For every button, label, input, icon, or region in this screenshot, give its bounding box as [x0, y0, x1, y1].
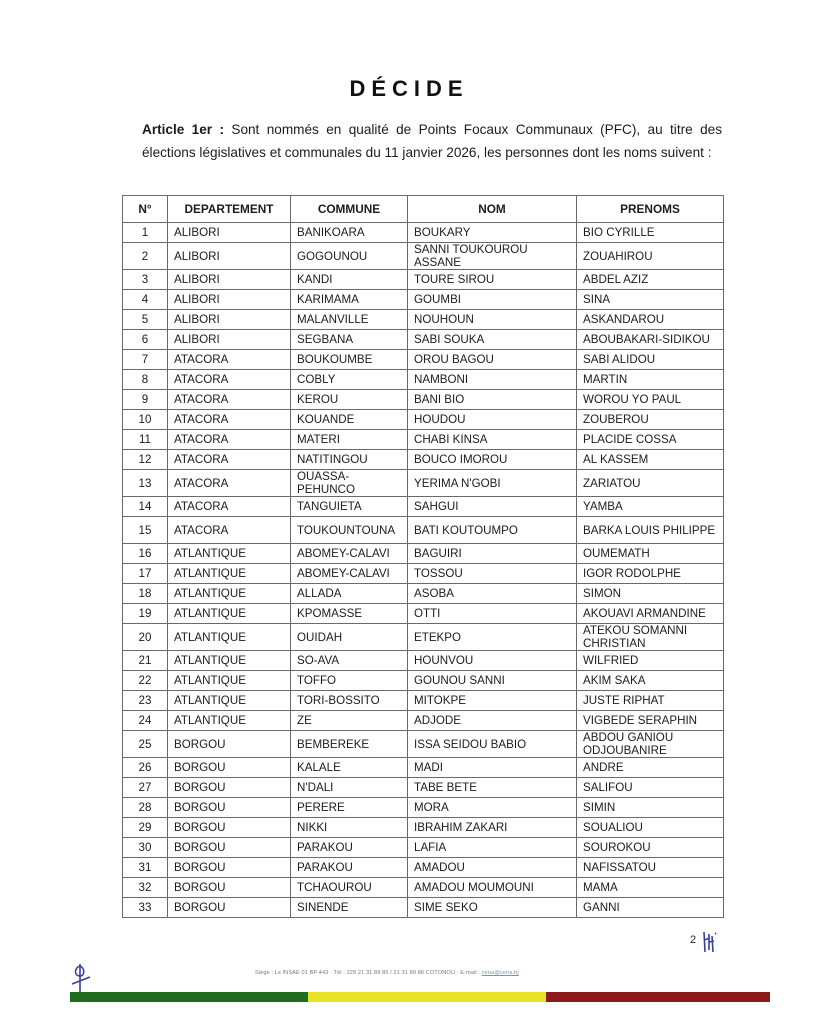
table-row — [123, 310, 724, 330]
table-row — [123, 270, 724, 290]
departement-cell: ALIBORI — [168, 290, 291, 310]
prenoms-cell: SABI ALIDOU — [577, 350, 724, 370]
article-paragraph — [142, 118, 722, 164]
nom-cell: BOUCO IMOROU — [408, 450, 577, 470]
commune-cell: PARAKOU — [291, 858, 408, 878]
commune-cell: SINENDE — [291, 898, 408, 918]
commune-cell: NATITINGOU — [291, 450, 408, 470]
nom-cell: TOSSOU — [408, 564, 577, 584]
nom-cell: AMADOU MOUMOUNI — [408, 878, 577, 898]
footer-address — [255, 970, 595, 976]
table-row — [123, 450, 724, 470]
commune-cell: TOFFO — [291, 671, 408, 691]
nom-cell: GOUNOU SANNI — [408, 671, 577, 691]
table-row — [123, 290, 724, 310]
departement-cell: ATLANTIQUE — [168, 564, 291, 584]
table-header-row — [123, 196, 724, 223]
row-number: 7 — [123, 350, 168, 370]
prenoms-cell: ZOUAHIROU — [577, 243, 724, 270]
departement-cell: ATLANTIQUE — [168, 691, 291, 711]
article-text: Sont nommés en qualité de Points Focaux Communaux (PFC), au titre des élections législatives et communales du 11 janvier 2026, les personnes dont les noms suivent : — [142, 122, 722, 160]
table-row — [123, 370, 724, 390]
departement-cell: ALIBORI — [168, 223, 291, 243]
departement-cell: BORGOU — [168, 798, 291, 818]
commune-cell: N'DALI — [291, 778, 408, 798]
row-number: 9 — [123, 390, 168, 410]
row-number: 16 — [123, 544, 168, 564]
row-number: 3 — [123, 270, 168, 290]
commune-cell: PERERE — [291, 798, 408, 818]
flag-yellow-stripe — [308, 992, 546, 1002]
table-row — [123, 671, 724, 691]
row-number: 13 — [123, 470, 168, 497]
table-row — [123, 651, 724, 671]
prenoms-cell: VIGBEDE SERAPHIN — [577, 711, 724, 731]
row-number: 4 — [123, 290, 168, 310]
nom-cell: BANI BIO — [408, 390, 577, 410]
commune-cell: OUIDAH — [291, 624, 408, 651]
row-number: 31 — [123, 858, 168, 878]
table-row — [123, 584, 724, 604]
prenoms-cell: AKIM SAKA — [577, 671, 724, 691]
commune-cell: PARAKOU — [291, 838, 408, 858]
nom-cell: HOUNVOU — [408, 651, 577, 671]
nom-cell: ASOBA — [408, 584, 577, 604]
article-label: Article 1er : — [142, 122, 224, 137]
departement-cell: ATACORA — [168, 370, 291, 390]
commune-cell: TCHAOUROU — [291, 878, 408, 898]
row-number: 14 — [123, 497, 168, 517]
departement-cell: BORGOU — [168, 818, 291, 838]
table-row — [123, 564, 724, 584]
nom-cell: TABE BETE — [408, 778, 577, 798]
prenoms-cell: MAMA — [577, 878, 724, 898]
flag-red-stripe — [546, 992, 770, 1002]
commune-cell: SO-AVA — [291, 651, 408, 671]
departement-cell: ATLANTIQUE — [168, 624, 291, 651]
table-row — [123, 390, 724, 410]
prenoms-cell: BIO CYRILLE — [577, 223, 724, 243]
departement-cell: ATACORA — [168, 497, 291, 517]
document-title: DÉCIDE — [349, 76, 469, 101]
row-number: 12 — [123, 450, 168, 470]
row-number: 24 — [123, 711, 168, 731]
commune-cell: TORI-BOSSITO — [291, 691, 408, 711]
commune-cell: ZE — [291, 711, 408, 731]
commune-cell: MATERI — [291, 430, 408, 450]
table-row — [123, 243, 724, 270]
row-number: 21 — [123, 651, 168, 671]
row-number: 33 — [123, 898, 168, 918]
prenoms-cell: ZOUBEROU — [577, 410, 724, 430]
table-row — [123, 731, 724, 758]
commune-cell: TOUKOUNTOUNA — [291, 517, 408, 544]
prenoms-cell: IGOR RODOLPHE — [577, 564, 724, 584]
table-row — [123, 858, 724, 878]
table-row — [123, 711, 724, 731]
departement-cell: ATLANTIQUE — [168, 604, 291, 624]
row-number: 26 — [123, 758, 168, 778]
departement-cell: ATACORA — [168, 517, 291, 544]
nom-cell: OTTI — [408, 604, 577, 624]
column-header: COMMUNE — [291, 196, 408, 223]
prenoms-cell: GANNI — [577, 898, 724, 918]
nom-cell: MITOKPE — [408, 691, 577, 711]
prenoms-cell: ABOUBAKARI-SIDIKOU — [577, 330, 724, 350]
prenoms-cell: SIMIN — [577, 798, 724, 818]
column-header: DEPARTEMENT — [168, 196, 291, 223]
table-row — [123, 410, 724, 430]
page-number: 2 — [690, 934, 697, 946]
nom-cell: LAFIA — [408, 838, 577, 858]
table-row — [123, 604, 724, 624]
commune-cell: KANDI — [291, 270, 408, 290]
row-number: 19 — [123, 604, 168, 624]
row-number: 10 — [123, 410, 168, 430]
commune-cell: ABOMEY-CALAVI — [291, 564, 408, 584]
nom-cell: TOURE SIROU — [408, 270, 577, 290]
row-number: 17 — [123, 564, 168, 584]
row-number: 11 — [123, 430, 168, 450]
column-header: PRENOMS — [577, 196, 724, 223]
table-row — [123, 818, 724, 838]
prenoms-cell: ZARIATOU — [577, 470, 724, 497]
nom-cell: YERIMA N'GOBI — [408, 470, 577, 497]
table-row — [123, 758, 724, 778]
prenoms-cell: ABDOU GANIOU ODJOUBANIRE — [577, 731, 724, 758]
prenoms-cell: ASKANDAROU — [577, 310, 724, 330]
footer-address-text: Siège : Lx INSAE 01 BP 443 · Tél : 229 21 31 89 85 / 21 31 89 86 COTONOU · E-mail : — [255, 970, 482, 976]
departement-cell: ATLANTIQUE — [168, 711, 291, 731]
table-body — [123, 223, 724, 918]
column-header: N° — [123, 196, 168, 223]
nom-cell: SIME SEKO — [408, 898, 577, 918]
nom-cell: OROU BAGOU — [408, 350, 577, 370]
prenoms-cell: YAMBA — [577, 497, 724, 517]
nom-cell: GOUMBI — [408, 290, 577, 310]
prenoms-cell: SOUROKOU — [577, 838, 724, 858]
row-number: 8 — [123, 370, 168, 390]
signature-icon — [68, 962, 104, 996]
departement-cell: ATACORA — [168, 350, 291, 370]
commune-cell: BEMBEREKE — [291, 731, 408, 758]
table-row — [123, 544, 724, 564]
nom-cell: MADI — [408, 758, 577, 778]
departement-cell: ALIBORI — [168, 270, 291, 290]
pfc-table — [122, 195, 724, 918]
flag-color-bar — [70, 992, 770, 1002]
prenoms-cell: BARKA LOUIS PHILIPPE — [577, 517, 724, 544]
departement-cell: BORGOU — [168, 878, 291, 898]
row-number: 6 — [123, 330, 168, 350]
row-number: 20 — [123, 624, 168, 651]
nom-cell: SANNI TOUKOUROU ASSANE — [408, 243, 577, 270]
table-row — [123, 497, 724, 517]
nom-cell: BATI KOUTOUMPO — [408, 517, 577, 544]
row-number: 18 — [123, 584, 168, 604]
prenoms-cell: ABDEL AZIZ — [577, 270, 724, 290]
prenoms-cell: PLACIDE COSSA — [577, 430, 724, 450]
nom-cell: NOUHOUN — [408, 310, 577, 330]
nom-cell: BAGUIRI — [408, 544, 577, 564]
departement-cell: ATACORA — [168, 410, 291, 430]
table-row — [123, 838, 724, 858]
row-number: 28 — [123, 798, 168, 818]
nom-cell: IBRAHIM ZAKARI — [408, 818, 577, 838]
initials-signature-icon — [700, 930, 720, 954]
nom-cell: ETEKPO — [408, 624, 577, 651]
prenoms-cell: MARTIN — [577, 370, 724, 390]
nom-cell: ISSA SEIDOU BABIO — [408, 731, 577, 758]
prenoms-cell: SIMON — [577, 584, 724, 604]
nom-cell: MORA — [408, 798, 577, 818]
commune-cell: KARIMAMA — [291, 290, 408, 310]
table-row — [123, 798, 724, 818]
nom-cell: HOUDOU — [408, 410, 577, 430]
departement-cell: ALIBORI — [168, 243, 291, 270]
row-number: 29 — [123, 818, 168, 838]
departement-cell: BORGOU — [168, 731, 291, 758]
commune-cell: KALALE — [291, 758, 408, 778]
commune-cell: BOUKOUMBE — [291, 350, 408, 370]
commune-cell: COBLY — [291, 370, 408, 390]
departement-cell: ATACORA — [168, 470, 291, 497]
departement-cell: ATLANTIQUE — [168, 651, 291, 671]
row-number: 30 — [123, 838, 168, 858]
row-number: 1 — [123, 223, 168, 243]
departement-cell: BORGOU — [168, 838, 291, 858]
table-row — [123, 350, 724, 370]
flag-green-stripe — [70, 992, 308, 1002]
commune-cell: MALANVILLE — [291, 310, 408, 330]
table-row — [123, 330, 724, 350]
nom-cell: ADJODE — [408, 711, 577, 731]
prenoms-cell: SINA — [577, 290, 724, 310]
departement-cell: ALIBORI — [168, 310, 291, 330]
table-row — [123, 898, 724, 918]
nom-cell: SABI SOUKA — [408, 330, 577, 350]
departement-cell: ATLANTIQUE — [168, 584, 291, 604]
commune-cell: BANIKOARA — [291, 223, 408, 243]
nom-cell: NAMBONI — [408, 370, 577, 390]
prenoms-cell: OUMEMATH — [577, 544, 724, 564]
row-number: 2 — [123, 243, 168, 270]
column-header: NOM — [408, 196, 577, 223]
prenoms-cell: AKOUAVI ARMANDINE — [577, 604, 724, 624]
prenoms-cell: AL KASSEM — [577, 450, 724, 470]
departement-cell: ALIBORI — [168, 330, 291, 350]
table-row — [123, 223, 724, 243]
prenoms-cell: ATEKOU SOMANNI CHRISTIAN — [577, 624, 724, 651]
departement-cell: BORGOU — [168, 758, 291, 778]
row-number: 5 — [123, 310, 168, 330]
footer-email-link[interactable]: cena@cena.bj — [481, 970, 519, 976]
departement-cell: BORGOU — [168, 778, 291, 798]
table-row — [123, 624, 724, 651]
row-number: 27 — [123, 778, 168, 798]
departement-cell: ATLANTIQUE — [168, 544, 291, 564]
commune-cell: ABOMEY-CALAVI — [291, 544, 408, 564]
commune-cell: NIKKI — [291, 818, 408, 838]
commune-cell: KPOMASSE — [291, 604, 408, 624]
table-row — [123, 691, 724, 711]
nom-cell: BOUKARY — [408, 223, 577, 243]
prenoms-cell: ANDRE — [577, 758, 724, 778]
prenoms-cell: NAFISSATOU — [577, 858, 724, 878]
commune-cell: KOUANDE — [291, 410, 408, 430]
nom-cell: SAHGUI — [408, 497, 577, 517]
prenoms-cell: JUSTE RIPHAT — [577, 691, 724, 711]
row-number: 32 — [123, 878, 168, 898]
table-row — [123, 517, 724, 544]
departement-cell: BORGOU — [168, 898, 291, 918]
commune-cell: GOGOUNOU — [291, 243, 408, 270]
nom-cell: AMADOU — [408, 858, 577, 878]
table-row — [123, 778, 724, 798]
commune-cell: ALLADA — [291, 584, 408, 604]
departement-cell: ATLANTIQUE — [168, 671, 291, 691]
commune-cell: OUASSA-PEHUNCO — [291, 470, 408, 497]
row-number: 23 — [123, 691, 168, 711]
prenoms-cell: SALIFOU — [577, 778, 724, 798]
departement-cell: ATACORA — [168, 450, 291, 470]
commune-cell: KEROU — [291, 390, 408, 410]
nom-cell: CHABI KINSA — [408, 430, 577, 450]
prenoms-cell: WOROU YO PAUL — [577, 390, 724, 410]
departement-cell: ATACORA — [168, 430, 291, 450]
table-row — [123, 470, 724, 497]
table-row — [123, 430, 724, 450]
prenoms-cell: SOUALIOU — [577, 818, 724, 838]
row-number: 25 — [123, 731, 168, 758]
commune-cell: SEGBANA — [291, 330, 408, 350]
departement-cell: ATACORA — [168, 390, 291, 410]
table-row — [123, 878, 724, 898]
departement-cell: BORGOU — [168, 858, 291, 878]
prenoms-cell: WILFRIED — [577, 651, 724, 671]
commune-cell: TANGUIETA — [291, 497, 408, 517]
row-number: 15 — [123, 517, 168, 544]
row-number: 22 — [123, 671, 168, 691]
